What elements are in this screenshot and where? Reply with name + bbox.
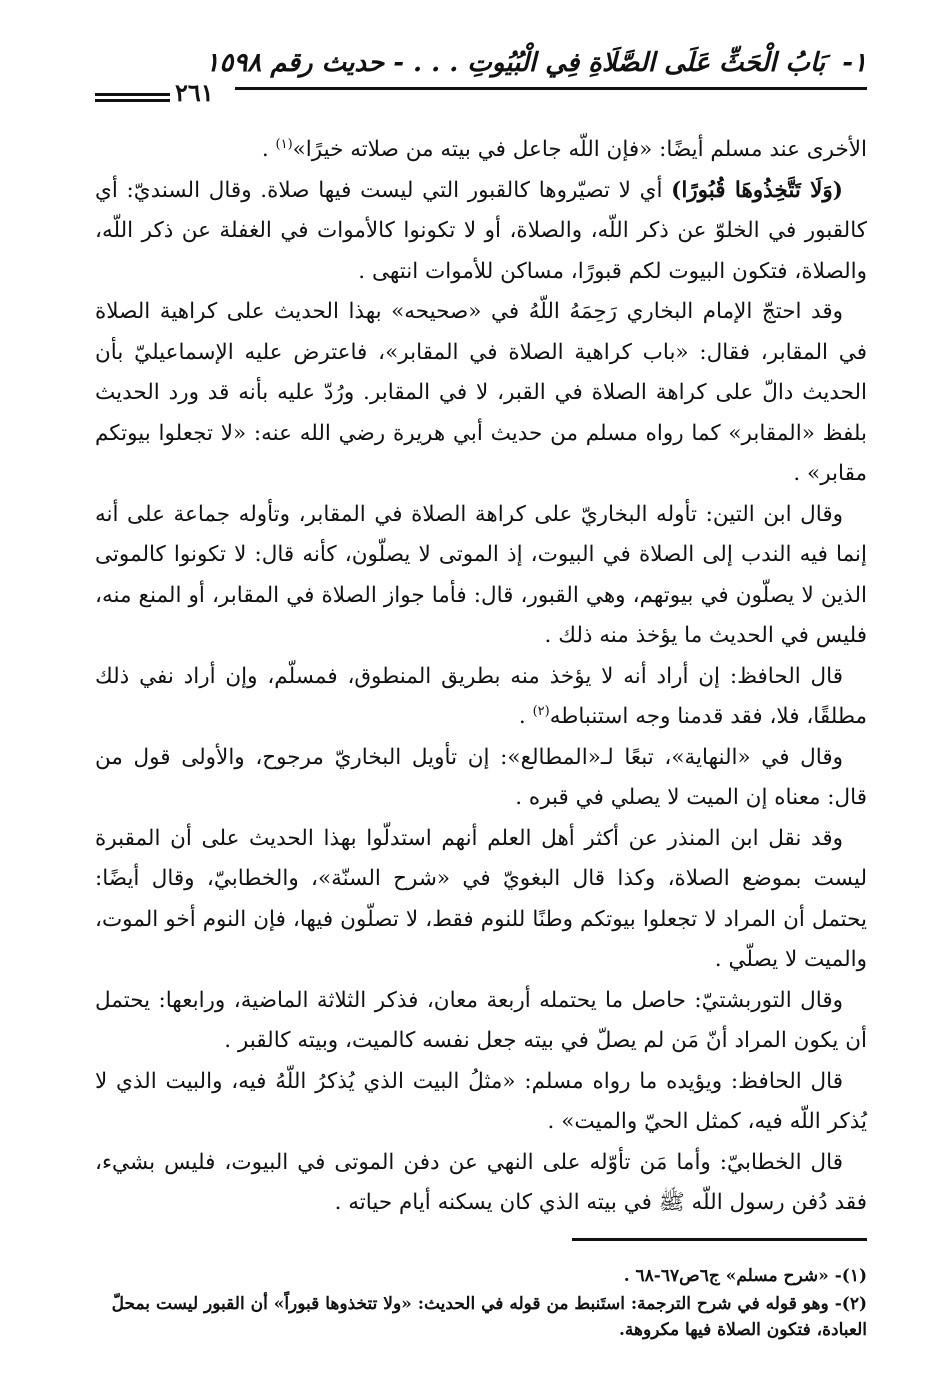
footnote-label: (٢)- bbox=[834, 1293, 867, 1314]
paragraph: قال الحافظ: ويؤيده ما رواه مسلم: «مثلُ البيت الذي يُذكرُ اللّهُ فيه، والبيت الذي لا يُذكر اللّه فيه، كمثل الحيّ والميت» . bbox=[95, 1068, 867, 1134]
footnote-label: (١)- bbox=[834, 1265, 867, 1286]
paragraph: الأخرى عند مسلم أيضًا: «فإن اللّه جاعل في بيته من صلاته خيرًا»$^{(١)}$ . bbox=[261, 136, 867, 162]
footnote: (٢)-وهو قوله في شرح الترجمة: استَنبط من قوله في الحديث: «ولا تتخذوها قبوراً» أن القبور ليست بمحلّ العبادة، فتكون الصلاة فيها مكروهة. bbox=[111, 1293, 867, 1340]
header-rule bbox=[235, 87, 867, 90]
paragraph: قال الخطابيّ: وأما مَن تأوّله على النهي عن دفن الموتى في البيوت، فليس بشيء، فقد دُفن رسول اللّه ﷺ في بيته الذي كان يسكنه أيام حياته . bbox=[95, 1149, 867, 1215]
paragraph: وقد احتجّ الإمام البخاري رَحِمَهُ اللّهُ في «صحيحه» بهذا الحديث على كراهية الصلاة في المقابر، فقال: «باب كراهية الصلاة في المقابر»، فاعترض عليه الإسماعيليّ بأن الحديث دالّ على كراهة الصلاة في القبر، لا في المقابر. ورُدّ عليه بأنه قد ورد الحديث بلفظ «المقابر» كما رواه مسلم من حديث أبي هريرة رضي الله عنه: «لا تجعلوا بيوتكم مقابر» . bbox=[95, 299, 867, 486]
paragraph: قال الحافظ: إن أراد أنه لا يؤخذ منه بطريق المنطوق، فمسلّم، وإن أراد نفي ذلك مطلقًا، فلا، فقد قدمنا وجه استنباطه$^{(٢)}$ . bbox=[95, 663, 867, 729]
paragraph: وقال ابن التين: تأوله البخاريّ على كراهة الصلاة في المقابر، وتأوله جماعة على أنه إنما فيه الندب إلى الصلاة في البيوت، إذ الموتى لا يصلّون، كأنه قال: لا تكونوا كالموتى الذين لا يصلّون في بيوتهم، وهي القبور، قال: فأما جواز الصلاة في المقابر، أو المنع منه، فليس في الحديث ما يؤخذ منه ذلك . bbox=[95, 501, 867, 648]
page-number-rule bbox=[95, 93, 170, 102]
running-title bbox=[205, 48, 867, 78]
footnote-ref: (٢) bbox=[532, 703, 550, 719]
paragraph: وقال التوربشتيّ: حاصل ما يحتمله أربعة معان، فذكر الثلاثة الماضية، ورابعها: يحتمل أن يكون المراد أنّ مَن لم يصلّ في بيته جعل نفسه كالميت، وبيته كالقبر . bbox=[95, 987, 867, 1053]
page-header bbox=[95, 48, 867, 106]
quoted-hadith-phrase: (وَلَا تَتَّخِذُوهَا قُبُورًا) bbox=[671, 177, 843, 203]
footnote-ref: (١) bbox=[275, 136, 293, 152]
footnote: (١)-«شرح مسلم» ج٦ص٦٧-٦٨ . bbox=[623, 1265, 867, 1286]
footnote-separator bbox=[572, 1238, 867, 1241]
page-number: ٢٦١ bbox=[175, 78, 214, 107]
chapter-number: ١- bbox=[842, 48, 867, 78]
book-page bbox=[95, 48, 867, 1345]
main-text bbox=[95, 130, 867, 1224]
paragraph: (وَلَا تَتَّخِذُوهَا قُبُورًا) أي لا تصيّروها كالقبور التي ليست فيها صلاة. وقال السنديّ: أي كالقبور في الخلوّ عن ذكر اللّه، والصلاة، أو لا تكونوا كالأموات في الغفلة عن ذكر اللّه، والصلاة، فتكون البيوت لكم قبورًا، مساكن للأموات انتهى . bbox=[95, 177, 867, 284]
footnotes bbox=[95, 1263, 867, 1343]
chapter-title: بَابُ الْحَثِّ عَلَى الصَّلَاةِ فِي الْبُيُوتِ . . . - حديث رقم ١٥٩٨ bbox=[205, 48, 826, 78]
paragraph: وقد نقل ابن المنذر عن أكثر أهل العلم أنهم استدلّوا بهذا الحديث على أن المقبرة ليست بموضع الصلاة، وكذا قال البغويّ في «شرح السنّة»، والخطابيّ، وقال أيضًا: يحتمل أن المراد لا تجعلوا بيوتكم وطنًا للنوم فقط، لا تصلّون فيها، فإن النوم أخو الموت، والميت لا يصلّي . bbox=[95, 825, 867, 972]
paragraph: وقال في «النهاية»، تبعًا لـ«المطالع»: إن تأويل البخاريّ مرجوح، والأولى قول من قال: معناه إن الميت لا يصلي في قبره . bbox=[95, 744, 867, 810]
